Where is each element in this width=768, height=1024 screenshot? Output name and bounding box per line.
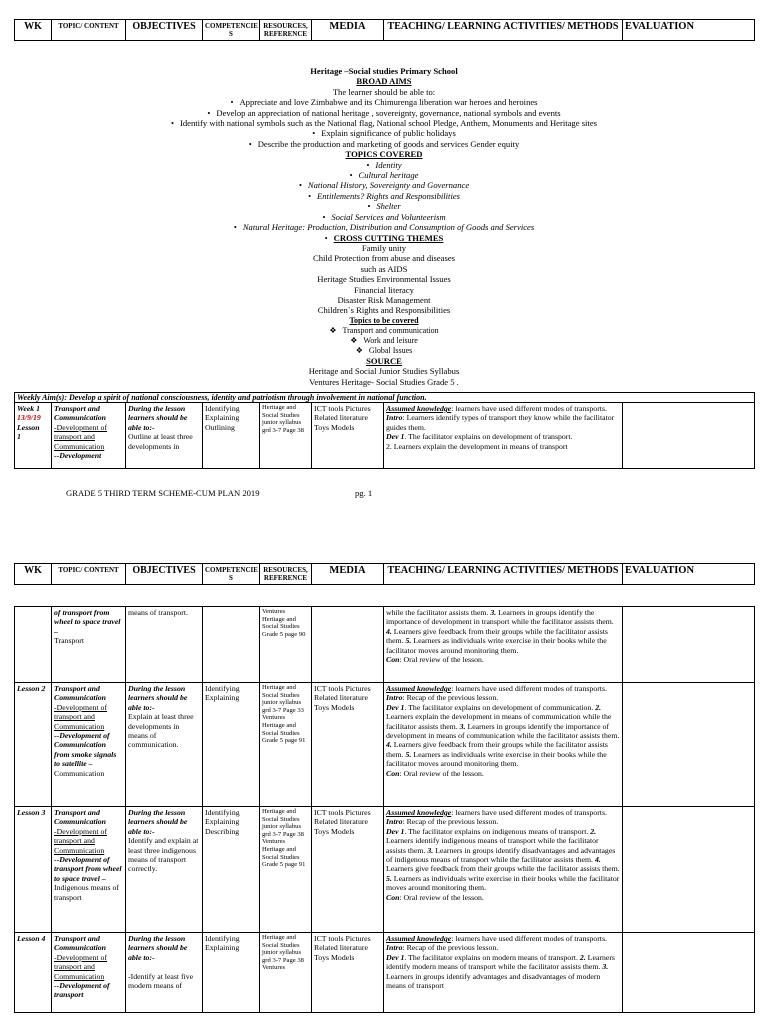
header-activities: TEACHING/ LEARNING ACTIVITIES/ METHODS	[384, 20, 623, 41]
topic-item: • Natural Heritage: Production, Distribution and Consumption of Goods and Services	[233, 222, 535, 233]
aim-item: • Develop an appreciation of national heritage , sovereignty, governance, national symbols and events	[207, 107, 561, 118]
header-evaluation: EVALUATION	[623, 20, 755, 41]
header-objectives: OBJECTIVES	[126, 564, 203, 585]
topic-item: • Social Services and Volunteerism	[322, 211, 446, 222]
topic-cell: of transport from wheel to space travel – Transport	[52, 607, 126, 683]
week-cell: Lesson 3	[15, 807, 52, 933]
header-competencies: COMPETENCIE S	[203, 20, 260, 41]
aims-intro: The learner should be able to:	[332, 86, 436, 97]
header-evaluation: EVALUATION	[623, 564, 755, 585]
objectives-cell: During the lesson learners should be able to:- Identify and explain at least three indigenous means of transport correctly.	[126, 807, 203, 933]
topic-item: • Identity	[366, 159, 402, 170]
competencies-cell: Identifying Explaining Describing	[203, 807, 260, 933]
week1-table	[14, 392, 755, 469]
week-cell: Lesson 4	[15, 933, 52, 1013]
competencies-cell: Identifying Explaining Outlining	[203, 403, 260, 469]
source-item: Heritage and Social Junior Studies Syllabus	[308, 366, 460, 377]
topic-item: • Cultural heritage	[349, 170, 419, 181]
source-item: Ventures Heritage- Social Studies Grade 5 .	[309, 376, 459, 387]
table-row	[15, 607, 755, 683]
table-row	[15, 807, 755, 933]
topic-item: • Shelter	[367, 201, 401, 212]
activities-cell: Assumed knowledge: learners have used different modes of transports. Intro: Learners identify types of transport they know while the facilitator guides them. Dev 1. The facilitator explains on development of transport. 2. Learners explain the development in means of transport	[384, 403, 623, 469]
resources-cell: Heritage and Social Studies junior syllabus grd 3-7 Page 38	[260, 403, 312, 469]
lessons-table	[14, 606, 755, 1013]
bullet-icon: •	[248, 138, 252, 149]
evaluation-cell	[623, 683, 755, 807]
theme-item: Disaster Risk Management	[337, 294, 431, 305]
header-wk: WK	[15, 20, 52, 41]
column-header-row	[14, 563, 755, 585]
header-resources: RESOURCES, REFERENCE	[260, 20, 312, 41]
source-heading: SOURCE	[366, 355, 402, 366]
header-resources: RESOURCES, REFERENCE	[260, 564, 312, 585]
to-cover-item: ❖ Work and leisure	[350, 335, 418, 345]
resources-cell: Ventures Heritage and Social Studies Grade 5 page 90	[260, 607, 312, 683]
theme-item: such as AIDS	[360, 263, 408, 274]
evaluation-cell	[623, 807, 755, 933]
evaluation-cell	[623, 933, 755, 1013]
aims-section	[14, 66, 754, 387]
week-cell	[15, 607, 52, 683]
resources-cell: Heritage and Social Studies junior syllabus grd 3-7 Page 38 Ventures	[260, 933, 312, 1013]
bullet-icon: •	[366, 159, 370, 170]
resources-cell: Heritage and Social Studies junior syllabus grd 3-7 Page 38 Ventures Heritage and Social Studies Grade 5 page 91	[260, 807, 312, 933]
header-media: MEDIA	[312, 20, 384, 41]
aim-item: • Appreciate and love Zimbabwe and its Chimurenga liberation war heroes and heroines	[230, 97, 538, 108]
activities-cell: Assumed knowledge: learners have used different modes of transports. Intro: Recap of the previous lesson. Dev 1. The facilitator explains on modern means of transport. 2. Learners identify modern means of transport while the facilitator assists them. 3. Learners in groups identify advantages and disadvantages of modern means of transport	[384, 933, 623, 1013]
topic-cell: Transport and Communication -Development of transport and Communication --Development of transport from wheel to space travel – Indigenous means of transport	[52, 807, 126, 933]
topic-item: • Entitlements? Rights and Responsibilities	[308, 190, 460, 201]
header-topic: TOPIC/ CONTENT	[52, 564, 126, 585]
topic-cell: Transport and Communication -Development of transport and Communication --Development of transport	[52, 933, 126, 1013]
aim-item: • Identify with national symbols such as the National flag, National school Pledge, Anthem, Monuments and Heritage sites	[171, 118, 597, 129]
weekly-aim: Weekly Aim(s): Develop a spirit of national consciousness, identity and patriotism through involvement in national function.	[15, 393, 755, 403]
bullet-icon: •	[298, 180, 302, 191]
objectives-cell: means of transport.	[126, 607, 203, 683]
theme-item: Heritage Studies Environmental Issues	[317, 274, 451, 285]
objectives-cell: During the lesson learners should be able to:- -Identify at least five modern means of	[126, 933, 203, 1013]
footer-title: GRADE 5 THIRD TERM SCHEME-CUM PLAN 2019	[66, 488, 260, 498]
page-number: pg. 1	[355, 488, 373, 498]
week-cell: Week 1 13/9/19 Lesson 1	[15, 403, 52, 469]
media-cell: ICT tools Pictures Related literature Toys Models	[312, 807, 384, 933]
media-cell: ICT tools Pictures Related literature Toys Models	[312, 683, 384, 807]
evaluation-cell	[623, 403, 755, 469]
table-row	[15, 933, 755, 1013]
bullet-icon: •	[367, 201, 371, 212]
theme-item: Child Protection from abuse and diseases	[312, 253, 455, 264]
diamond-bullet-icon: ❖	[329, 325, 337, 335]
aim-item: • Explain significance of public holidays	[312, 128, 456, 139]
evaluation-cell	[623, 607, 755, 683]
column-header-row	[14, 19, 755, 41]
bullet-icon: •	[171, 118, 175, 129]
competencies-cell: Identifying Explaining	[203, 933, 260, 1013]
bullet-icon: •	[233, 222, 237, 233]
objectives-cell: During the lesson learners should be able to:- Outline at least three developments in	[126, 403, 203, 469]
bullet-icon: •	[322, 211, 326, 222]
theme-item: Children`s Rights and Responsibilities	[317, 305, 451, 316]
cross-cutting-themes-heading: • CROSS CUTTING THEMES	[324, 232, 444, 243]
table-row	[15, 683, 755, 807]
competencies-cell	[203, 607, 260, 683]
aim-item: • Describe the production and marketing of goods and services Gender equity	[248, 138, 520, 149]
header-activities: TEACHING/ LEARNING ACTIVITIES/ METHODS	[384, 564, 623, 585]
header-wk: WK	[15, 564, 52, 585]
header-objectives: OBJECTIVES	[126, 20, 203, 41]
bullet-icon: •	[312, 128, 316, 139]
activities-cell: Assumed knowledge: learners have used different modes of transports. Intro: Recap of the previous lesson. Dev 1. The facilitator explains on development of communication. 2. Learners explain the development in means of communication while the facilitator assists them. 3. Learners in groups identify the importance of development in means of communication while the facilitator assists them. 4. Learners give feedback from their groups while the facilitator assists them. 5. Learners as individuals write exercise in their books while the facilitator moves around monitoring them. Con: Oral review of the lesson.	[384, 683, 623, 807]
header-media: MEDIA	[312, 564, 384, 585]
week-date: 13/9/19	[17, 413, 41, 423]
competencies-cell: Identifying Explaining	[203, 683, 260, 807]
bullet-icon: •	[349, 170, 353, 181]
broad-aims-heading: BROAD AIMS	[356, 76, 412, 87]
media-cell: ICT tools Pictures Related literature Toys Models	[312, 403, 384, 469]
aims-title: Heritage –Social studies Primary School	[310, 66, 458, 76]
topics-covered-heading: TOPICS COVERED	[345, 149, 423, 160]
diamond-bullet-icon: ❖	[355, 345, 363, 355]
to-cover-item: ❖ Global Issues	[355, 345, 413, 355]
bullet-icon: •	[207, 107, 211, 118]
media-cell	[312, 607, 384, 683]
topic-item: • National History, Sovereignty and Governance	[298, 180, 470, 191]
resources-cell: Heritage and Social Studies junior syllabus grd 3-7 Page 33 Ventures Heritage and Social Studies Grade 5 page 91	[260, 683, 312, 807]
to-cover-item: ❖ Transport and communication	[329, 325, 439, 335]
header-topic: TOPIC/ CONTENT	[52, 20, 126, 41]
activities-cell: while the facilitator assists them. 3. Learners in groups identify the importance of development in transport while the facilitator assists them. 4. Learners give feedback from their groups while the facilitator assists them. 5. Learners as individuals write exercise in their books while the facilitator moves around monitoring them. Con: Oral review of the lesson.	[384, 607, 623, 683]
bullet-icon: •	[324, 232, 328, 243]
objectives-cell: During the lesson learners should be able to:- Explain at least three developments in means of communication.	[126, 683, 203, 807]
header-competencies: COMPETENCIE S	[203, 564, 260, 585]
topics-to-cover-heading: Topics to be covered	[349, 315, 419, 325]
theme-item: Family unity	[361, 242, 407, 253]
topic-cell: Transport and Communication -Development of transport and Communication --Development of Communication from smoke signals to satellite – Communication	[52, 683, 126, 807]
activities-cell: Assumed knowledge: learners have used different modes of transports. Intro: Recap of the previous lesson. Dev 1. The facilitator explains on indigenous means of transport. 2. Learners identify indigenous means of transport while the facilitator assists them. 3. Learners in groups identify disadvantages and advantages of indigenous means of transport while the facilitator assists them. 4. Learners give feedback from their groups while the facilitator assists them. 5. Learners as individuals write exercise in their books while the facilitator moves around monitoring them. Con: Oral review of the lesson.	[384, 807, 623, 933]
diamond-bullet-icon: ❖	[350, 335, 358, 345]
topic-cell: Transport and Communication -Development of transport and Communication --Development	[52, 403, 126, 469]
week-cell: Lesson 2	[15, 683, 52, 807]
bullet-icon: •	[308, 190, 312, 201]
bullet-icon: •	[230, 97, 234, 108]
theme-item: Financial literacy	[354, 284, 414, 295]
media-cell: ICT tools Pictures Related literature Toys Models	[312, 933, 384, 1013]
